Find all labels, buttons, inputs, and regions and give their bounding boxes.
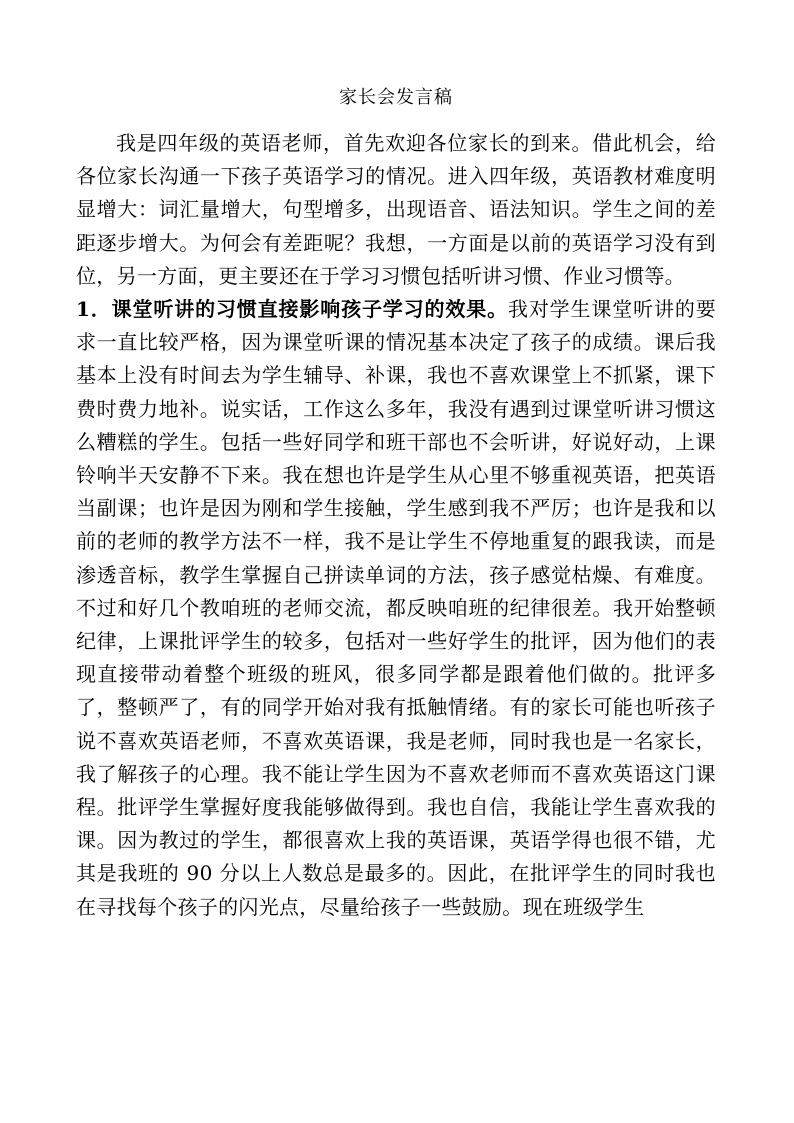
section-1-body: 我对学生课堂听讲的要求一直比较严格，因为课堂听课的情况基本决定了孩子的成绩。课后我基本上没有时间去为学生辅导、补课，我也不喜欢课堂上不抓紧，课下费时费力地补。说实话，工作这么多年，我没有遇到过课堂听讲习惯这么糟糕的学生。包括一些好同学和班干部也不会听讲，好说好动，上课铃响半天安静不下来。我在想也许是学生从心里不够重视英语，把英语当副课；也许是因为刚和学生接触，学生感到我不严厉；也许是我和以前的老师的教学方法不一样，我不是让学生不停地重复的跟我读，而是渗透音标，教学生掌握自己拼读单词的方法，孩子感觉枯燥、有难度。不过和好几个教咱班的老师交流，都反映咱班的纪律很差。我开始整顿纪律，上课批评学生的较多，包括对一些好学生的批评，因为他们的表现直接带动着整个班级的班风，很多同学都是跟着他们做的。批评多了，整顿严了，有的同学开始对我有抵触情绪。有的家长可能也听孩子说不喜欢英语老师，不喜欢英语课，我是老师，同时我也是一名家长，我了解孩子的心理。我不能让学生因为不喜欢老师而不喜欢英语这门课程。批评学生掌握好度我能够做得到。我也自信，我能让学生喜欢我的课。因为教过的学生，都很喜欢上我的英语课，英语学得也很不错，尤其是我班的 90 分以上人数总是最多的。因此，在批评学生的同时我也在寻找每个孩子的闪光点，尽量给孩子一些鼓励。现在班级学生 (76, 297, 717, 919)
document-body (76, 127, 716, 924)
intro-paragraph: 我是四年级的英语老师，首先欢迎各位家长的到来。借此机会，给各位家长沟通一下孩子英语学习的情况。进入四年级，英语教材难度明显增大：词汇量增大，句型增多，出现语音、语法知识。学生之间的差距逐步增大。为何会有差距呢？我想，一方面是以前的英语学习没有到位，另一方面，更主要还在于学习习惯包括听讲习惯、作业习惯等。 (76, 131, 716, 288)
section-1-paragraph (76, 293, 716, 924)
section-1-heading: 1．课堂听讲的习惯直接影响孩子学习的效果。 (76, 297, 508, 322)
document-title: 家长会发言稿 (339, 87, 453, 108)
